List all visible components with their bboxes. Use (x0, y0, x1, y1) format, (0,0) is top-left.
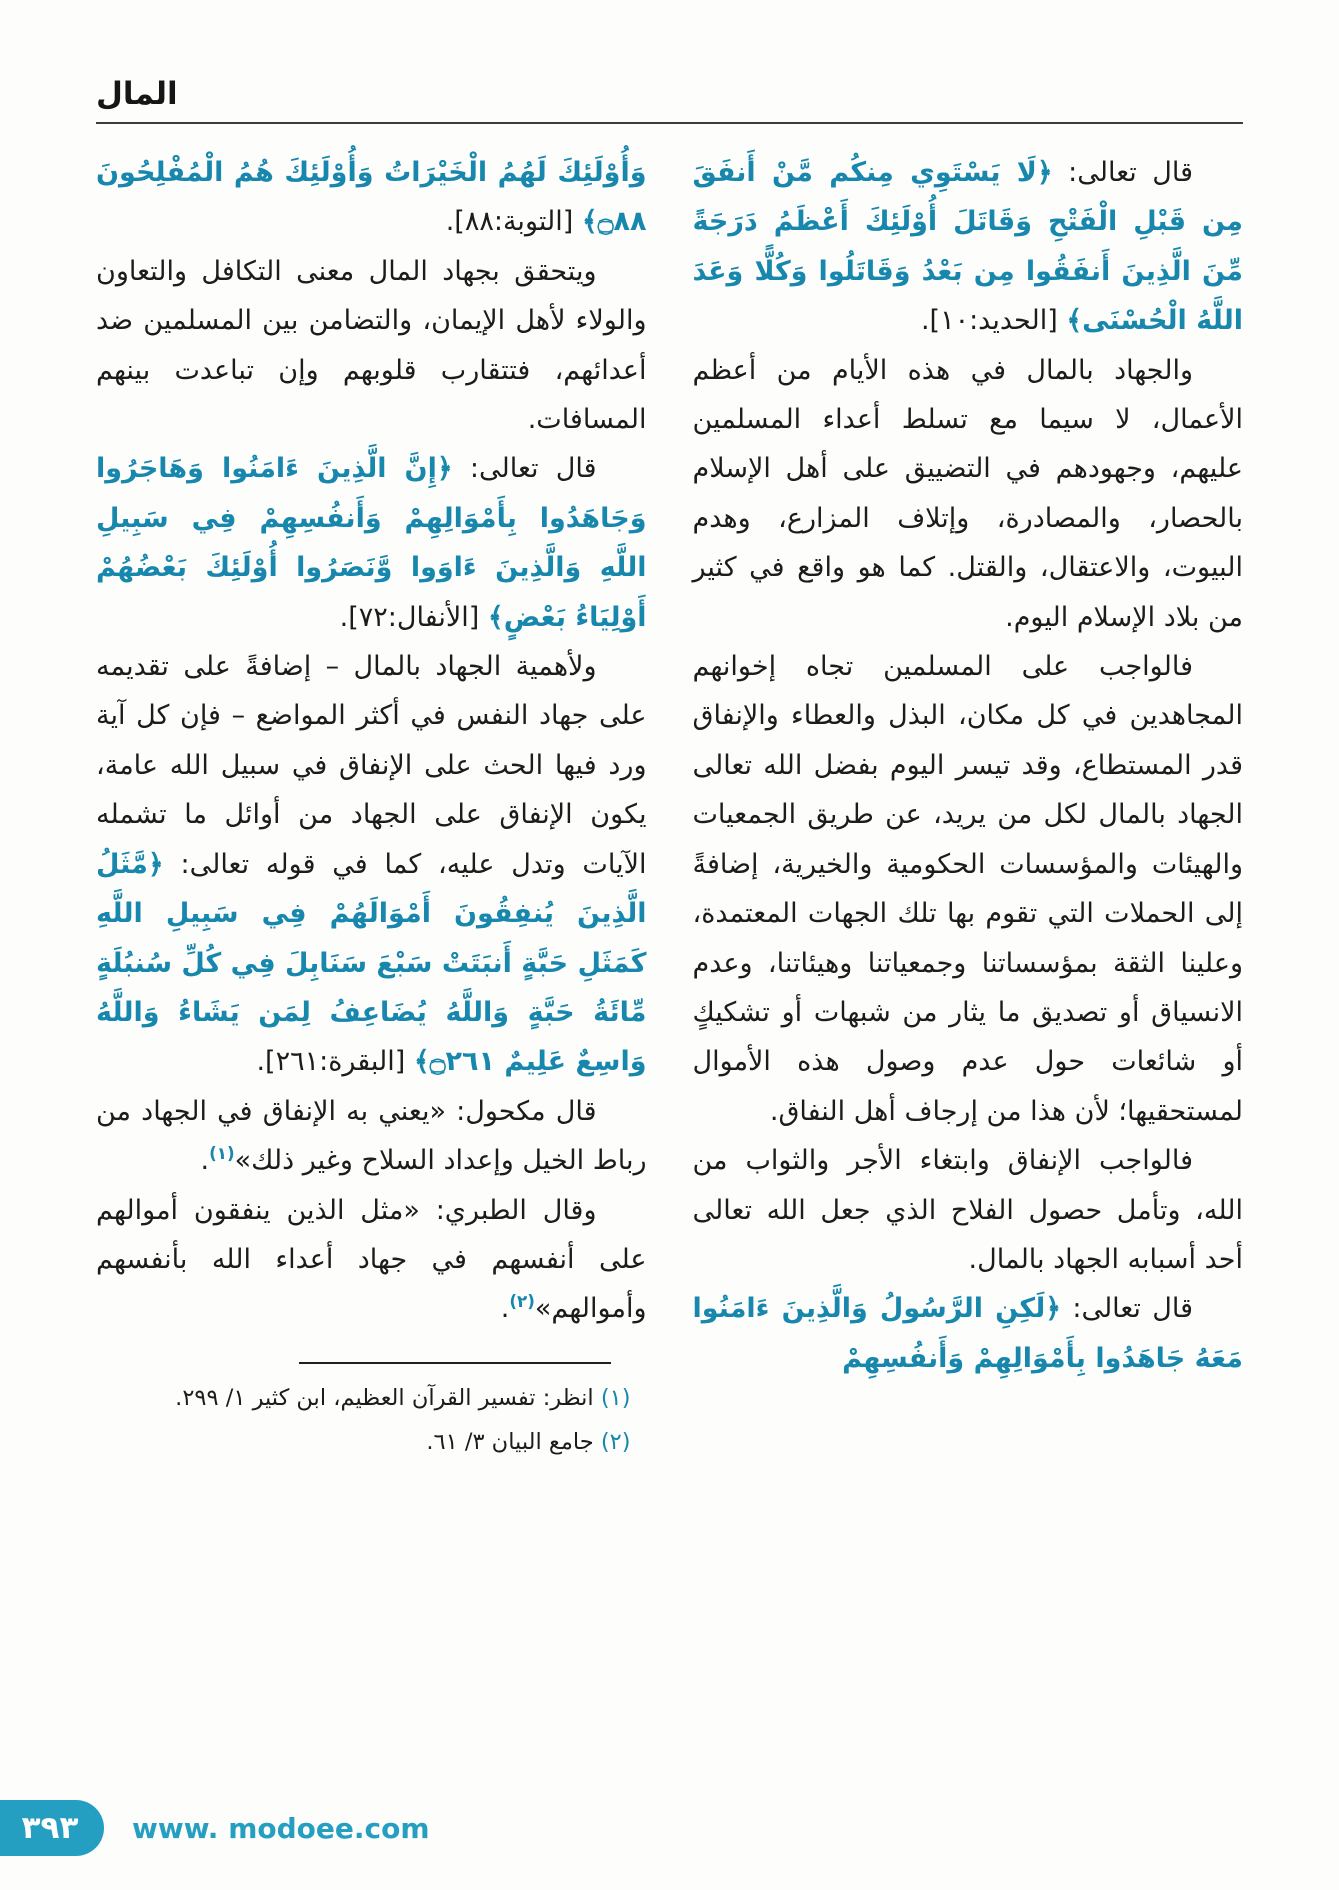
inline-verse: ﴿لَكِنِ الرَّسُولُ وَالَّذِينَ ءَامَنُوا مَعَهُ جَاهَدُوا بِأَمْوَالِهِمْ وَأَنفُسِهِمْ (692, 1293, 1243, 1374)
inline-verse: ﴿لَا يَسْتَوِي مِنكُم مَّنْ أَنفَقَ مِن قَبْلِ الْفَتْحِ وَقَاتَلَ أُوْلَئِكَ أَعْظَمُ دَرَجَةً مِّنَ الَّذِينَ أَنفَقُوا مِن بَعْدُ وَقَاتَلُوا وَكُلًّا وَعَدَ اللَّهُ الْحُسْنَى﴾ (692, 157, 1243, 337)
text-run: قال تعالى: (452, 453, 597, 485)
paragraph (96, 642, 647, 1087)
verse-reference: [التوبة:٨٨]. (445, 206, 582, 238)
text-run: فالواجب الإنفاق وابتغاء الأجر والثواب من الله، وتأمل حصول الفلاح الذي جعل الله تعالى أحد أسبابه الجهاد بالمال. (692, 1145, 1243, 1275)
text-run: . (200, 1145, 210, 1177)
text-run: والجهاد بالمال في هذه الأيام من أعظم الأعمال، لا سيما مع تسلط أعداء المسلمين عليهم، وجهودهم في التضييق على أهل الإسلام بالحصار، والمصادرة، وإتلاف المزارع، وهدم البيوت، والاعتقال، والقتل. كما هو واقع في كثير من بلاد الإسلام اليوم. (692, 354, 1243, 633)
footnote-divider (299, 1362, 611, 1364)
page-footer (0, 1800, 430, 1856)
column-right (693, 148, 1244, 1467)
page-header (0, 0, 1339, 124)
footnote-text: انظر: تفسير القرآن العظيم، ابن كثير ١/ ٢٩٩. (175, 1384, 601, 1411)
text-run: قال تعالى: (1052, 157, 1193, 188)
paragraph (96, 1087, 647, 1186)
text-run: فالواجب على المسلمين تجاه إخوانهم المجاهدين في كل مكان، البذل والعطاء والإنفاق قدر المستطاع، وقد تيسر اليوم بفضل الله تعالى الجهاد بالمال لكل من يريد، عن طريق الجمعيات والهيئات والمؤسسات الحكومية والخيرية، إضافةً إلى الحملات التي تقوم بها تلك الجهات المعتمدة، وعلينا الثقة بمؤسساتنا وجمعياتنا وهيئاتنا، وعدم الانسياق أو تصديق ما يثار من شبهات أو تشكيكٍ أو شائعات حول عدم وصول هذه الأموال لمستحقيها؛ لأن هذا من إرجاف أهل النفاق. (692, 651, 1243, 1127)
text-run: قال مكحول: «يعني به الإنفاق في الجهاد من رباط الخيل وإعداد السلاح وغير ذلك» (96, 1095, 647, 1177)
footnote-ref: (٢) (509, 1291, 535, 1312)
text-run: وقال الطبري: «مثل الذين ينفقون أموالهم على أنفسهم في جهاد أعداء الله بأنفسهم وأموالهم» (96, 1194, 647, 1325)
paragraph (693, 148, 1244, 346)
text-run: قال تعالى: (1061, 1293, 1193, 1325)
paragraph (96, 444, 647, 642)
column-left (96, 148, 647, 1467)
text-run: . (500, 1293, 510, 1325)
paragraph (96, 247, 647, 445)
verse-reference: [الأنفال:٧٢]. (339, 601, 488, 633)
paragraph (693, 1284, 1244, 1383)
paragraph (693, 642, 1244, 1136)
inline-verse: ﴿مَّثَلُ الَّذِينَ يُنفِقُونَ أَمْوَالَهُمْ فِي سَبِيلِ اللَّهِ كَمَثَلِ حَبَّةٍ أَنبَتَتْ سَبْعَ سَنَابِلَ فِي كُلِّ سُنبُلَةٍ مِّائَةُ حَبَّةٍ وَاللَّهُ يُضَاعِفُ لِمَن يَشَاءُ وَاللَّهُ وَاسِعٌ عَلِيمٌ ۝٢٦١﴾ (96, 848, 647, 1078)
paragraph (96, 1186, 647, 1334)
inline-verse: ﴿إِنَّ الَّذِينَ ءَامَنُوا وَهَاجَرُوا وَجَاهَدُوا بِأَمْوَالِهِمْ وَأَنفُسِهِمْ فِي سَبِيلِ اللَّهِ وَالَّذِينَ ءَاوَوا وَّنَصَرُوا أُوْلَئِكَ بَعْضُهُمْ أَوْلِيَاءُ بَعْضٍ﴾ (96, 453, 647, 633)
paragraph (693, 346, 1244, 642)
verse-reference: [الحديد:١٠]. (920, 305, 1067, 337)
footnotes (96, 1378, 647, 1463)
footnote-item (96, 1378, 647, 1419)
paragraph (693, 1136, 1244, 1284)
footnote-ref: (١) (209, 1143, 235, 1164)
text-run: ولأهمية الجهاد بالمال – إضافةً على تقديمه على جهاد النفس في أكثر المواضع – فإن كل آية ورد فيها الحث على الإنفاق في سبيل الله عامة، يكون الإنفاق على الجهاد من أوائل ما تشمله الآيات وتدل عليه، كما في قوله تعالى: (96, 651, 647, 880)
verse-reference: [البقرة:٢٦١]. (256, 1046, 414, 1078)
footnote-marker: (١) (600, 1384, 631, 1411)
footnote-marker: (٢) (600, 1429, 631, 1456)
page-header-title: المال (96, 76, 178, 112)
footnote-text: جامع البيان ٣/ ٦١. (426, 1429, 601, 1456)
page-number-badge: ٣٩٣ (0, 1800, 104, 1856)
text-columns (0, 124, 1339, 1467)
inline-verse: وَأُوْلَئِكَ لَهُمُ الْخَيْرَاتُ وَأُوْلَئِكَ هُمُ الْمُفْلِحُونَ ۝٨٨﴾ (96, 157, 647, 238)
website-text: www. modoee.com (132, 1811, 430, 1845)
text-run: ويتحقق بجهاد المال معنى التكافل والتعاون والولاء لأهل الإيمان، والتضامن بين المسلمين ضد أعدائهم، فتتقارب قلوبهم وإن تباعدت بينهم المسافات. (96, 255, 647, 436)
paragraph (96, 148, 647, 247)
footnote-item (96, 1422, 647, 1463)
